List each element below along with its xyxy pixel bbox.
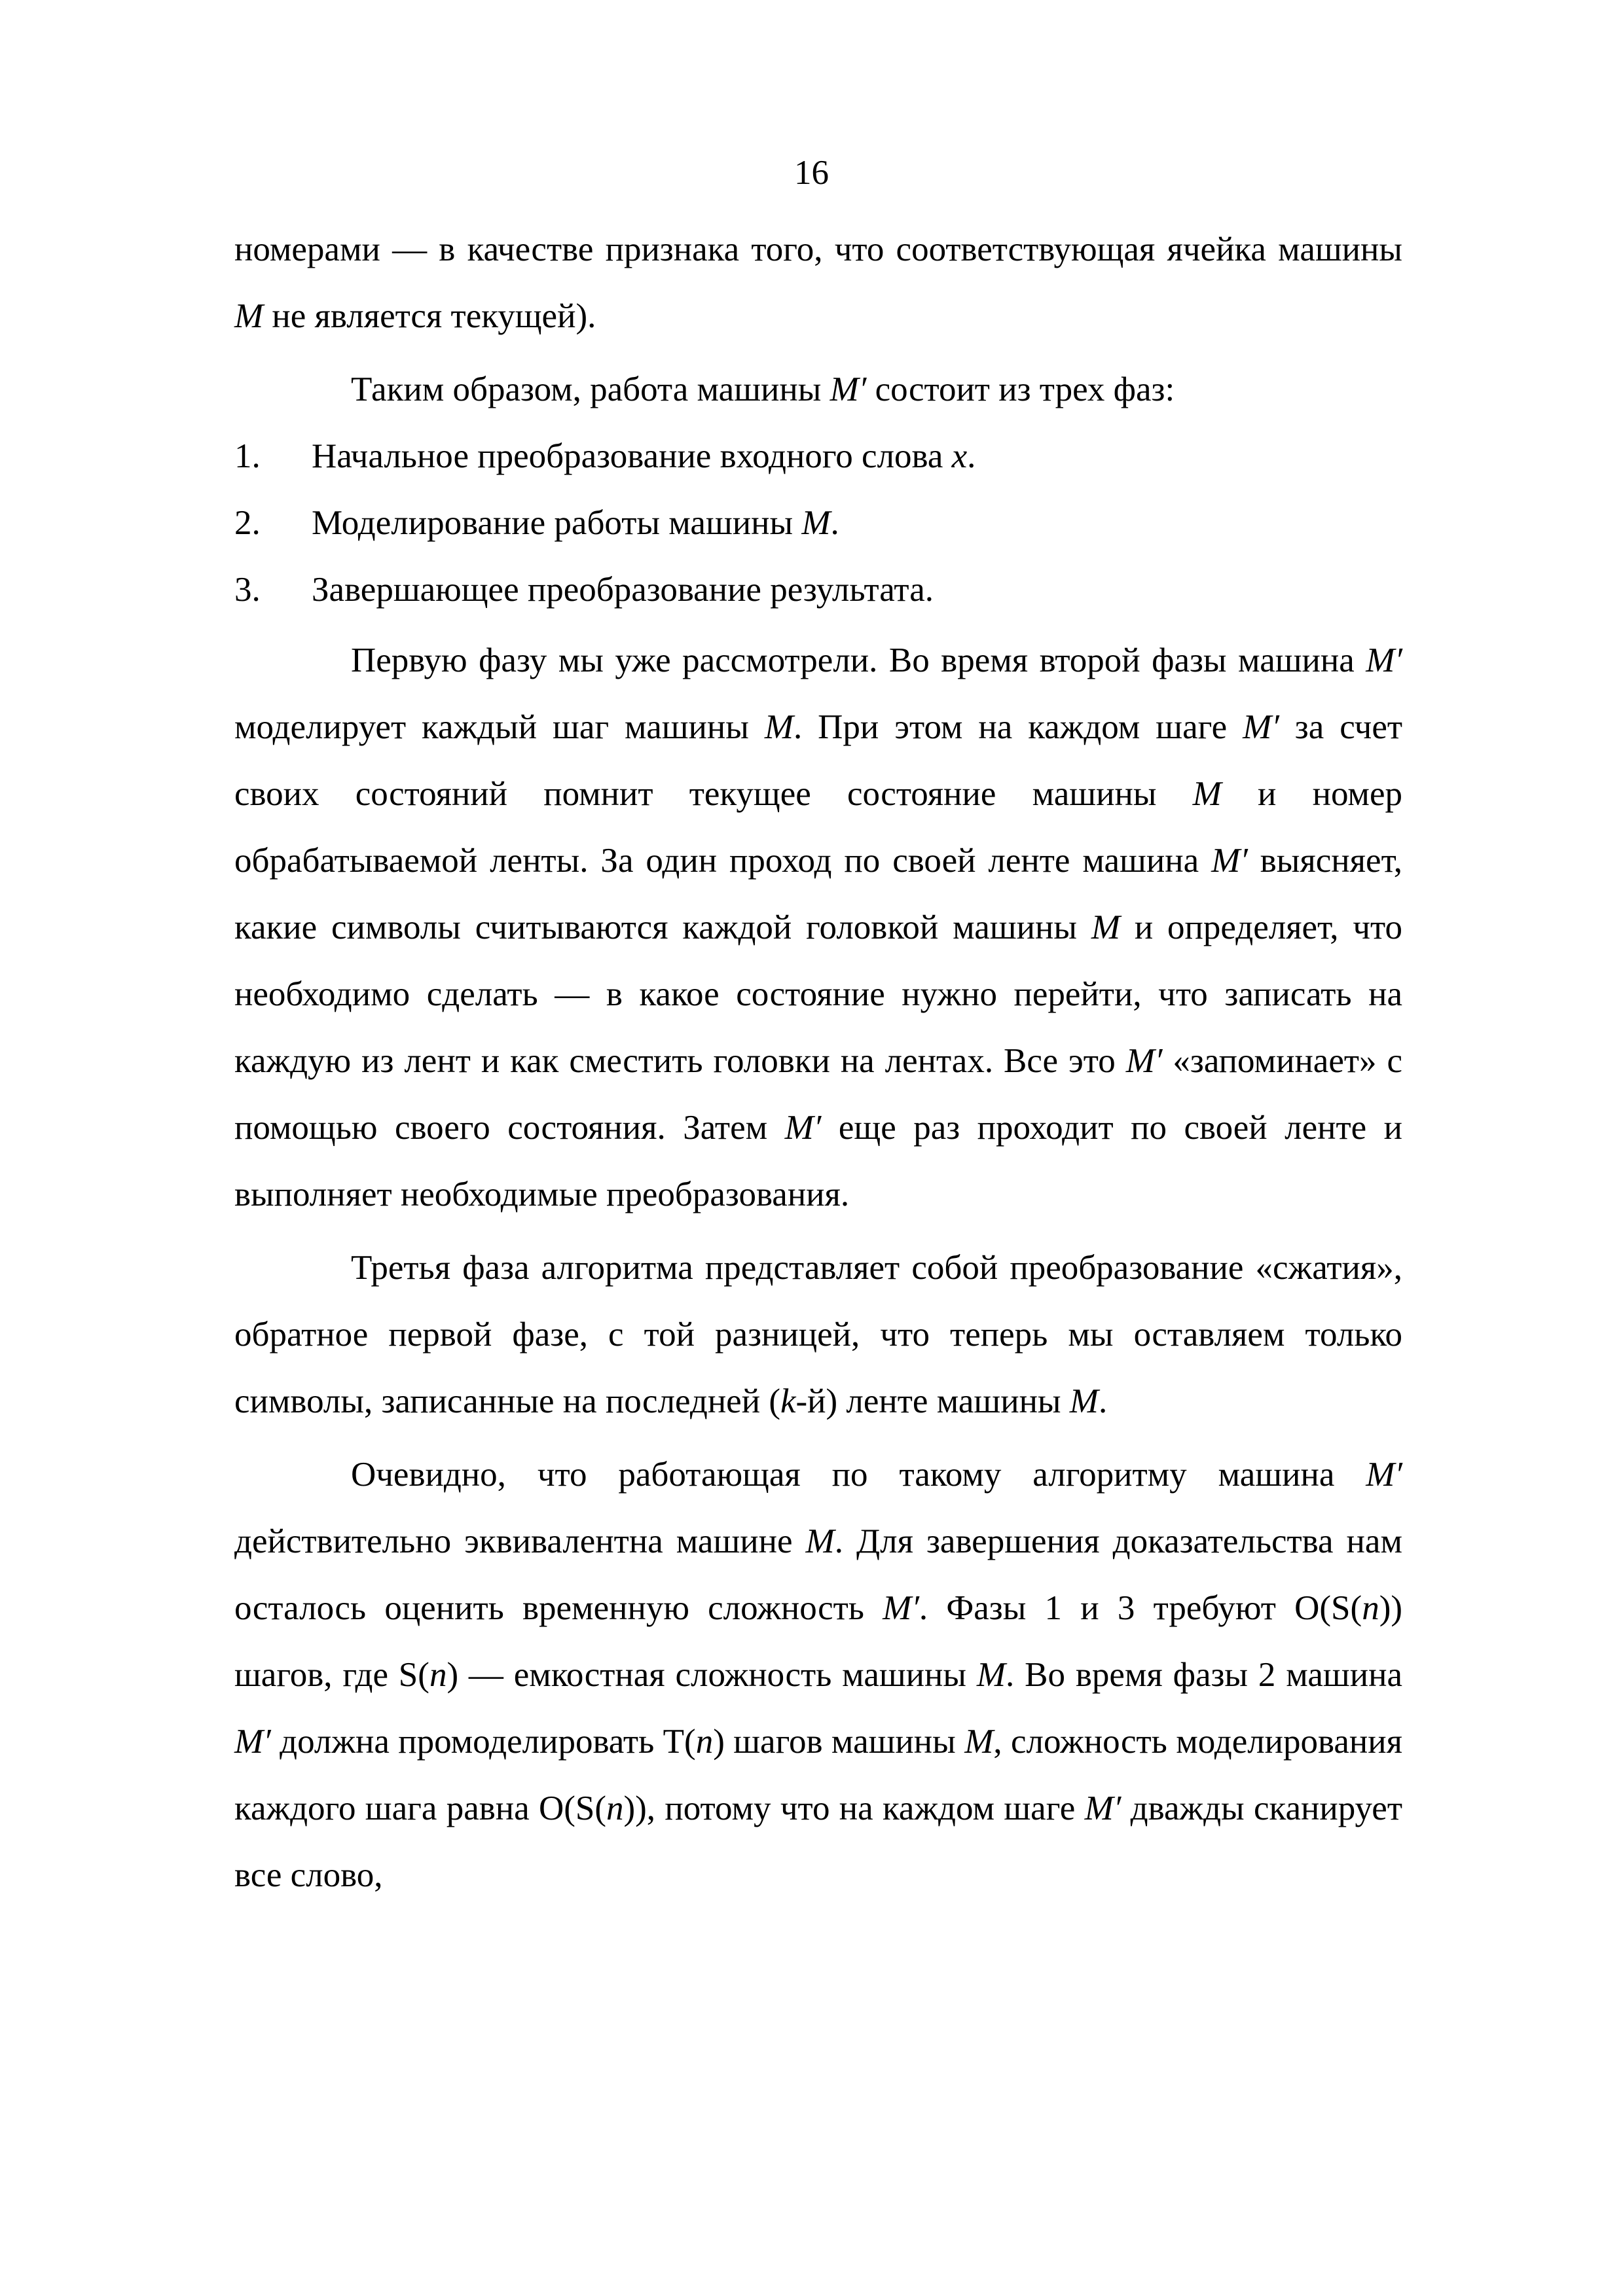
- phases-list: [234, 423, 1402, 623]
- paragraph-phase-three: Третья фаза алгоритма представляет собой преобразование «сжатия», обратное первой фазе, с той разницей, что теперь мы оставляем только символы, записанные на последней (k-й) ленте машины M.: [234, 1249, 1402, 1420]
- page-text: [234, 216, 1402, 1909]
- list-item-text: Завершающее преобразование результата.: [312, 571, 934, 609]
- list-item: [234, 423, 1402, 490]
- paragraph-phase-two: Первую фазу мы уже рассмотрели. Во время второй фазы машина M′ моделирует каждый шаг машины M. При этом на каждом шаге M′ за счет своих состояний помнит текущее состояние машины M и номер обрабатываемой ленты. За один проход по своей ленте машина M′ выясняет, какие символы считываются каждой головкой машины M и определяет, что необходимо сделать — в какое состояние нужно перейти, что записать на каждую из лент и как сместить головки на лентах. Все это M′ «запоминает» с помощью своего состояния. Затем M′ еще раз проходит по своей ленте и выполняет необходимые преобразования.: [234, 641, 1403, 1213]
- list-item-text: Моделирование работы машины M.: [312, 504, 839, 542]
- page-number: 16: [794, 154, 829, 192]
- paragraph-phases-intro: Таким образом, работа машины M′ состоит из трех фаз:: [351, 370, 1175, 408]
- paragraph-complexity: Очевидно, что работающая по такому алгоритму машина M′ действительно эквивалентна машине M. Для завершения доказательства нам осталось оценить временную сложность M′. Фазы 1 и 3 требуют O(S(n)) шагов, где S(n) — емкостная сложность машины M. Во время фазы 2 машина M′ должна промоделировать T(n) шагов машины M, сложность моделирования каждого шага равна O(S(n)), потому что на каждом шаге M′ дважды сканирует все слово,: [234, 1456, 1402, 1894]
- list-item-text: Начальное преобразование входного слова x.: [312, 437, 976, 475]
- paragraph-continuation: номерами — в качестве признака того, что соответствующая ячейка машины M не является текущей).: [234, 230, 1402, 335]
- list-item-number: 2.: [234, 504, 261, 542]
- list-item: [234, 490, 1402, 556]
- list-item-number: 3.: [234, 571, 261, 609]
- list-item-number: 1.: [234, 437, 261, 475]
- list-item: [234, 556, 1402, 623]
